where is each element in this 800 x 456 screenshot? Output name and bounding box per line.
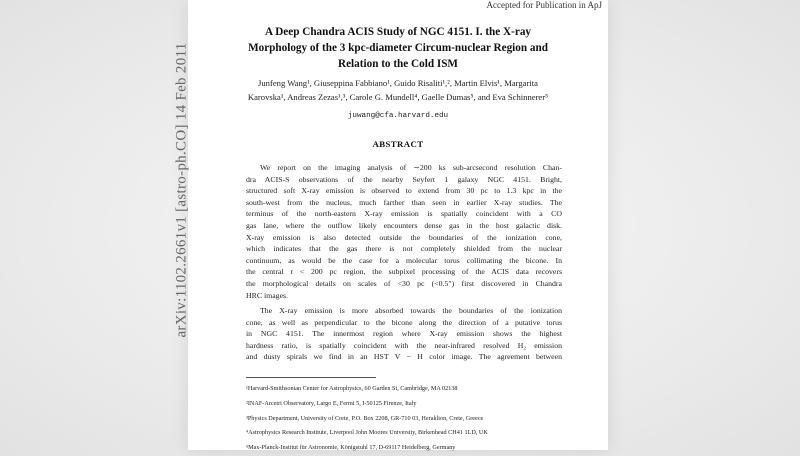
abstract-paragraph-1 (246, 162, 562, 301)
affiliation-footnotes (246, 382, 586, 456)
abstract-line: We report on the imaging analysis of ∼200 ks sub-arcsecond resolution Chan- (260, 163, 562, 172)
paper-title (188, 24, 608, 72)
footnote: ³Physics Department, University of Crete, P.O. Box 2208, GR-710 03, Heraklion, Crete, Greece (246, 414, 484, 422)
footnote: ²INAF-Arcetri Observatory, Largo E, Fermi 5, I-50125 Firenze, Italy (246, 399, 417, 407)
abstract-paragraph-2 (246, 305, 562, 363)
abstract-line: HRC images. (246, 290, 289, 300)
abstract-heading: ABSTRACT (372, 139, 424, 149)
abstract-line: dra ACIS-S observations of the nearby Seyfert 1 galaxy NGC 4151. Bright, (246, 174, 562, 184)
contact-email: juwang@cfa.harvard.edu (347, 112, 449, 120)
title-line: Relation to the Cold ISM (338, 58, 458, 70)
abstract-line: south-west from the nucleus, much farther than seen in earlier X-ray studies. The (246, 197, 562, 207)
abstract-line: continuum, as would be the case for a molecular torus collimating the bicone. In (246, 255, 562, 265)
abstract-line: hardness ratio, is spatially coincident with the near-infrared resolved H₂ emission (246, 340, 562, 350)
footnote: ¹Harvard-Smithsonian Center for Astrophysics, 60 Garden St, Cambridge, MA 02138 (246, 385, 458, 392)
publication-note: Accepted for Publication in ApJ (486, 0, 602, 10)
footnote: ⁵Max-Planck-Institut für Astronomie, Königstuhl 17, D-69117 Heidelberg, Germany (246, 444, 456, 452)
title-line: A Deep Chandra ACIS Study of NGC 4151. I. the X-ray (264, 26, 532, 38)
author-line: Junfeng Wang¹, Giuseppina Fabbiano¹, Guido Risaliti¹,², Martin Elvis¹, Margarita (258, 78, 538, 88)
abstract-line: in NGC 4151. The innermost region where X-ray emission shows the highest (246, 329, 562, 339)
abstract-line: gas lane, where the outflow likely encounters dense gas in the host galactic disk. (246, 220, 562, 230)
abstract-line: the morphological details on scales of <30 pc (<0.5″) first discovered in Chandra (246, 278, 562, 288)
arxiv-identifier-stamp: arXiv:1102.2661v1 [astro-ph.CO] 14 Feb 2011 (173, 42, 190, 338)
abstract-line: The X-ray emission is more absorbed towards the boundaries of the ionization (260, 306, 562, 315)
footnote-divider (246, 377, 376, 378)
paper-page (188, 0, 608, 450)
abstract-line: which indicates that the gas there is not completely shielded from the nuclear (246, 244, 562, 254)
abstract-line: and dusty spirals we find in an HST V − H color image. The agreement between (246, 352, 562, 362)
abstract-line: X-ray emission is also detected outside the boundaries of the ionization cone, (246, 232, 562, 242)
footnote: ⁴Astrophysics Research Institute, Liverpool John Moores University, Birkenhead CH41 1LD, UK (246, 429, 488, 437)
abstract-line: the central r < 200 pc region, the subpixel processing of the ACIS data recovers (246, 267, 562, 277)
author-list (188, 76, 608, 104)
author-line: Karovska¹, Andreas Zezas¹,³, Carole G. Mundell⁴, Gaelle Dumas⁵, and Eva Schinnerer⁵ (247, 92, 549, 102)
abstract-line: terminus of the north-eastern X-ray emission is spatially coincident with a CO (246, 209, 562, 219)
title-line: Morphology of the 3 kpc-diameter Circum-nuclear Region and (248, 42, 548, 54)
abstract-line: cone, as well as perpendicular to the bicone along the direction of a putative torus (246, 317, 562, 327)
abstract-line: structured soft X-ray emission is observed to extend from 30 pc to 1.3 kpc in the (246, 186, 562, 196)
